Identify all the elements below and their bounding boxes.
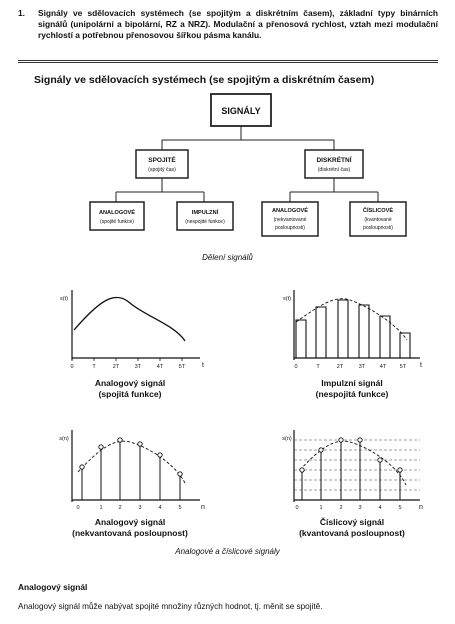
tree-discrete-sub: (diskrétní čas) bbox=[317, 167, 351, 173]
plot-impulse bbox=[294, 290, 420, 360]
p3-ylabel: s(n) bbox=[59, 436, 69, 442]
caption-signal-classification: Dělení signálů bbox=[202, 253, 253, 262]
plot-analog-continuous bbox=[72, 290, 200, 361]
tree-analog1-box bbox=[90, 202, 144, 230]
p1-tick-0: 0 bbox=[70, 364, 74, 370]
tree-digital-sub1: (kvantované bbox=[364, 217, 392, 223]
p2-ylabel: s(t) bbox=[283, 296, 291, 302]
p4-ylabel: s(n) bbox=[282, 436, 292, 442]
question-number: 1. bbox=[18, 8, 25, 18]
impulse-pulses bbox=[296, 300, 410, 358]
analog-signal-heading: Analogový signál bbox=[18, 582, 88, 592]
p4-tick-0: 0 bbox=[295, 505, 299, 511]
question-text: Signály ve sdělovacích systémech (se spojitým a diskrétním časem), základní typy binárních signálů (unipolární a bipolární, RZ a NRZ). Modulační a přenosová rychlost, vztah mezi modulační rychlostí a potřebnou přenosovou šířkou pásma kanálu. bbox=[38, 8, 438, 40]
tree-impulse-sub: (nespojité funkce) bbox=[185, 219, 225, 225]
p2-tick-4: 4T bbox=[379, 364, 387, 370]
p3-tick-1: 1 bbox=[99, 505, 103, 511]
p1-ylabel: s(t) bbox=[60, 296, 68, 302]
p2-tick-1: T bbox=[316, 364, 320, 370]
tree-impulse-box bbox=[177, 202, 233, 230]
analog-signal-paragraph: Analogový signál může nabývat spojité množiny různých hodnot, tj. měnit se spojitě. bbox=[18, 602, 323, 611]
p1-tick-4: 4T bbox=[156, 364, 164, 370]
tree-discrete-box bbox=[305, 150, 363, 178]
p3-tick-3: 3 bbox=[138, 505, 142, 511]
tree-digital-sub2: posloupnosti) bbox=[363, 225, 393, 231]
tree-continuous-sub: (spojitý čas) bbox=[148, 167, 176, 173]
tree-analog1-label: ANALOGOVÉ bbox=[98, 210, 136, 216]
p1-tick-2: 2T bbox=[112, 364, 120, 370]
p2-tick-0: 0 bbox=[294, 364, 298, 370]
tree-analog1-sub: (spojité funkce) bbox=[100, 219, 134, 225]
p3-xlabel: n bbox=[201, 504, 205, 511]
p1-title1: Analogový signál bbox=[94, 378, 166, 388]
p4-tick-1: 1 bbox=[319, 505, 323, 511]
plot-analog-sequence bbox=[72, 430, 200, 502]
tree-discrete-label: DISKRÉTNÍ bbox=[316, 157, 352, 164]
p1-title2: (spojitá funkce) bbox=[98, 389, 162, 399]
p4-title2: (kvantovaná posloupnost) bbox=[299, 528, 405, 538]
tree-analog2-label: ANALOGOVÉ bbox=[271, 208, 309, 214]
tree-continuous-box bbox=[136, 150, 188, 178]
p3-tick-5: 5 bbox=[178, 505, 182, 511]
tree-analog2-sub1: (nekvantované bbox=[273, 217, 307, 223]
caption-signal-plots: Analogové a číslicové signály bbox=[175, 547, 280, 556]
tree-analog2-sub2: posloupnosti) bbox=[275, 225, 305, 231]
tree-digital-label: ČÍSLICOVÉ bbox=[362, 208, 394, 214]
p2-tick-2: 2T bbox=[336, 364, 344, 370]
p4-tick-5: 5 bbox=[398, 505, 402, 511]
p2-tick-5: 5T bbox=[399, 364, 407, 370]
p3-tick-2: 2 bbox=[118, 505, 122, 511]
section-heading: Signály ve sdělovacích systémech (se spojitým a diskrétním časem) bbox=[34, 74, 375, 86]
p4-title1: Číslicový signál bbox=[319, 517, 385, 527]
p2-tick-3: 3T bbox=[358, 364, 366, 370]
p1-tick-3: 3T bbox=[134, 364, 142, 370]
p3-tick-0: 0 bbox=[76, 505, 80, 511]
tree-root-label: SIGNÁLY bbox=[221, 106, 261, 116]
p4-xlabel: n bbox=[419, 504, 423, 511]
analog-curve bbox=[74, 297, 185, 341]
p2-title2: (nespojitá funkce) bbox=[315, 389, 389, 399]
p3-tick-4: 4 bbox=[158, 505, 162, 511]
tree-continuous-label: SPOJITÉ bbox=[148, 157, 176, 164]
p2-title1: Impulzní signál bbox=[321, 378, 383, 388]
p4-tick-4: 4 bbox=[378, 505, 382, 511]
p1-tick-5: 5T bbox=[178, 364, 186, 370]
p3-title2: (nekvantovaná posloupnost) bbox=[72, 528, 188, 538]
plot-digital-sequence bbox=[294, 430, 420, 502]
p4-tick-3: 3 bbox=[358, 505, 362, 511]
p3-title1: Analogový signál bbox=[94, 517, 166, 527]
p4-tick-2: 2 bbox=[339, 505, 343, 511]
tree-impulse-label: IMPULZNÍ bbox=[191, 210, 219, 216]
p1-tick-1: T bbox=[92, 364, 96, 370]
p1-xlabel: t bbox=[202, 362, 204, 369]
p2-xlabel: t bbox=[420, 362, 422, 369]
